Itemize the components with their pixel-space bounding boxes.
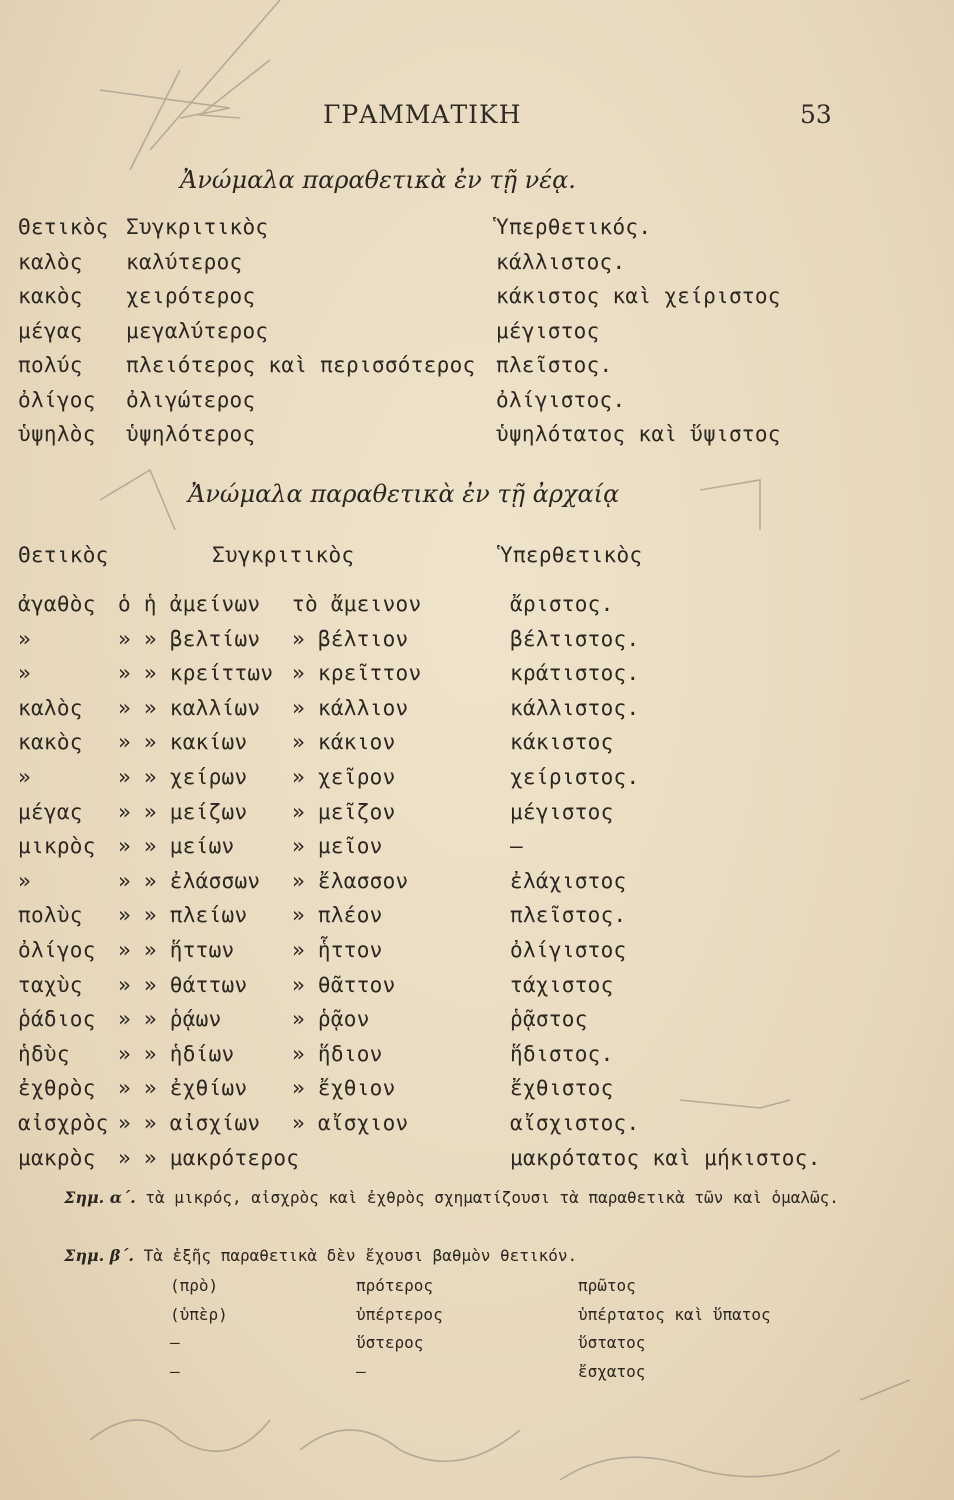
ancient-cell: » κάλλιον: [292, 695, 409, 720]
note-a-label: Σημ. α΄.: [64, 1188, 136, 1207]
note-cell: ὑπέρτερος: [356, 1304, 443, 1324]
modern-cell: Θετικὸς: [18, 215, 109, 239]
modern-cell: μέγιστος: [496, 318, 600, 343]
ancient-cell: χείριστος.: [510, 765, 640, 789]
note-cell: —: [356, 1361, 366, 1381]
ancient-cell: » » κακίων: [118, 730, 248, 755]
ancient-cell: αἰσχρὸς: [18, 1111, 109, 1135]
ancient-row: [0, 831, 954, 861]
ancient-cell: τάχιστος: [510, 972, 614, 997]
ancient-cell: ῥᾷστος: [510, 1007, 588, 1032]
ancient-cell: ἀγαθὸς: [18, 592, 96, 616]
ancient-cell: κακὸς: [18, 730, 83, 755]
note-a-text: τὰ μικρός, αἰσχρὸς καὶ ἐχθρὸς σχηματίζουσι τὰ παραθετικὰ τῶν καὶ ὁμαλῶς.: [135, 1188, 839, 1207]
ancient-cell: ἐλάχιστος: [510, 868, 627, 893]
ancient-cell: » » αἰσχίων: [118, 1111, 261, 1135]
note-b-label: Σημ. β΄.: [64, 1246, 134, 1265]
note-b-text: Τὰ ἑξῆς παραθετικὰ δὲν ἔχουσι βαθμὸν θετικόν.: [134, 1246, 578, 1265]
ancient-cell: τὸ ἄμεινον: [292, 592, 422, 616]
ancient-cell: » πλέον: [292, 903, 383, 928]
note-row: [0, 1272, 954, 1300]
modern-cell: ὀλιγώτερος: [126, 387, 256, 412]
note-cell: ὑπέρτατος καὶ ὕπατος: [578, 1304, 771, 1324]
ancient-col-superlative: Ὑπερθετικὸς: [500, 543, 643, 567]
ancient-row: [0, 1039, 954, 1069]
ancient-cell: » κρεῖττον: [292, 661, 422, 686]
ancient-cell: —: [510, 834, 523, 859]
ancient-cell: » » ἐχθίων: [118, 1076, 248, 1101]
ancient-cell: μέγιστος: [510, 799, 614, 824]
modern-cell: ὀλίγος: [18, 387, 96, 412]
ancient-cell: » ἥδιον: [292, 1041, 383, 1066]
ancient-row: [0, 727, 954, 757]
modern-row: [0, 247, 954, 277]
note-cell: ὕστερος: [356, 1333, 424, 1352]
ancient-cell: » » κρείττων: [118, 661, 274, 686]
ancient-row: [0, 866, 954, 896]
ancient-cell: » » μακρότερος: [118, 1145, 300, 1170]
note-cell: πρῶτος: [578, 1276, 636, 1295]
modern-cell: Ὑπερθετικός.: [496, 215, 652, 239]
ancient-cell: » » χείρων: [118, 765, 248, 789]
page-number: 53: [800, 100, 832, 129]
note-b: [64, 1242, 904, 1270]
ancient-row: [0, 589, 954, 619]
ancient-cell: » » μείζων: [118, 799, 248, 824]
modern-row: [0, 419, 954, 449]
ancient-cell: ἐχθρὸς: [18, 1076, 96, 1101]
ancient-row: [0, 1108, 954, 1138]
ancient-cell: » κάκιον: [292, 730, 396, 755]
ancient-row: [0, 693, 954, 723]
modern-row: [0, 281, 954, 311]
ancient-cell: ἄριστος.: [510, 592, 614, 616]
ancient-cell: » » βελτίων: [118, 626, 261, 651]
ancient-cell: ὀλίγος: [18, 938, 96, 962]
ancient-heading: Ἀνώμαλα παραθετικὰ ἐν τῇ ἀρχαίᾳ: [188, 480, 620, 508]
ancient-cell: μέγας: [18, 799, 83, 824]
note-a: [64, 1184, 904, 1212]
ancient-cell: ὀλίγιστος: [510, 938, 627, 962]
modern-row: [0, 385, 954, 415]
modern-cell: ὑψηλότερος: [126, 422, 256, 446]
note-row: [0, 1329, 954, 1357]
ancient-row: [0, 1073, 954, 1103]
modern-cell: πλεῖστος.: [496, 353, 613, 377]
ancient-cell: καλὸς: [18, 695, 83, 720]
modern-cell: ὑψηλὸς: [18, 422, 96, 446]
ancient-cell: » » πλείων: [118, 903, 248, 928]
modern-cell: Συγκριτικὸς: [126, 215, 269, 239]
ancient-cell: κάκιστος: [510, 730, 614, 755]
note-cell: πρότερος: [356, 1276, 434, 1295]
ancient-cell: »: [18, 626, 31, 651]
ancient-cell: » » καλλίων: [118, 695, 261, 720]
note-cell: (ὑπὲρ): [170, 1304, 228, 1324]
ancient-cell: βέλτιστος.: [510, 626, 640, 651]
modern-cell: κάλλιστος.: [496, 249, 626, 274]
ancient-cell: αἴσχιστος.: [510, 1111, 640, 1135]
ancient-col-comparative: Συγκριτικὸς: [212, 543, 355, 567]
ancient-cell: ῥάδιος: [18, 1007, 96, 1032]
ancient-cell: »: [18, 765, 31, 789]
ancient-cell: μακρότατος καὶ μήκιστος.: [510, 1145, 821, 1170]
ancient-row: [0, 970, 954, 1000]
modern-cell: καλὸς: [18, 249, 83, 274]
ancient-cell: » μεῖζον: [292, 799, 396, 824]
ancient-cell: » μεῖον: [292, 834, 383, 859]
running-title: ΓΡΑΜΜΑΤΙΚΗ: [323, 100, 522, 129]
ancient-row: [0, 1004, 954, 1034]
ancient-cell: »: [18, 661, 31, 686]
ancient-cell: » » ῥᾴων: [118, 1007, 222, 1032]
ancient-cell: » ἧττον: [292, 938, 383, 962]
modern-cell: κάκιστος καὶ χείριστος: [496, 284, 781, 308]
modern-cell: μέγας: [18, 318, 83, 343]
ancient-cell: πολὺς: [18, 903, 83, 928]
ancient-cell: κράτιστος.: [510, 661, 640, 686]
ancient-cell: » ῥᾷον: [292, 1007, 370, 1032]
ancient-cell: » ἔλασσον: [292, 868, 409, 893]
modern-row: [0, 350, 954, 380]
modern-row: [0, 316, 954, 346]
modern-cell: καλύτερος: [126, 249, 243, 274]
ancient-cell: » βέλτιον: [292, 626, 409, 651]
ancient-cell: » » ἥττων: [118, 938, 235, 962]
ancient-cell: μικρὸς: [18, 834, 96, 859]
ancient-cell: » » θάττων: [118, 972, 248, 997]
note-cell: (πρὸ): [170, 1276, 219, 1295]
ancient-cell: ὁ ἡ ἀμείνων: [118, 592, 261, 616]
ancient-cell: »: [18, 868, 31, 893]
ancient-row: [0, 762, 954, 792]
ancient-cell: μακρὸς: [18, 1145, 96, 1170]
modern-cell: πλειότερος καὶ περισσότερος: [126, 353, 476, 377]
ancient-cell: ταχὺς: [18, 972, 83, 997]
ancient-cell: » » ἐλάσσων: [118, 868, 261, 893]
ancient-cell: » θᾶττον: [292, 972, 396, 997]
note-row: [0, 1358, 954, 1386]
ancient-row: [0, 1143, 954, 1173]
modern-row: [0, 212, 954, 242]
note-cell: —: [170, 1361, 180, 1381]
ancient-head-row: [0, 540, 954, 570]
ancient-cell: πλεῖστος.: [510, 903, 627, 928]
note-cell: ὕστατος: [578, 1333, 646, 1352]
ancient-cell: ἡδὺς: [18, 1041, 70, 1066]
note-cell: —: [170, 1333, 180, 1352]
ancient-row: [0, 935, 954, 965]
modern-cell: μεγαλύτερος: [126, 318, 269, 343]
ancient-row: [0, 658, 954, 688]
ancient-cell: » χεῖρον: [292, 765, 396, 789]
modern-cell: ὑψηλότατος καὶ ὕψιστος: [496, 422, 781, 446]
ancient-cell: κάλλιστος.: [510, 695, 640, 720]
ancient-cell: » ἔχθιον: [292, 1076, 396, 1101]
ancient-cell: » » ἡδίων: [118, 1041, 235, 1066]
modern-cell: χειρότερος: [126, 284, 256, 308]
ancient-cell: ἔχθιστος: [510, 1076, 614, 1101]
ancient-col-positive: Θετικὸς: [18, 543, 109, 567]
modern-cell: ὀλίγιστος.: [496, 387, 626, 412]
modern-cell: πολύς: [18, 353, 83, 377]
ancient-row: [0, 900, 954, 930]
ancient-cell: ἥδιστος.: [510, 1041, 614, 1066]
note-cell: ἔσχατος: [578, 1361, 646, 1381]
modern-cell: κακὸς: [18, 284, 83, 308]
note-row: [0, 1301, 954, 1329]
ancient-cell: » αἴσχιον: [292, 1111, 409, 1135]
modern-heading: Ἀνώμαλα παραθετικὰ ἐν τῇ νέᾳ.: [180, 166, 576, 194]
ancient-row: [0, 797, 954, 827]
ancient-cell: » » μείων: [118, 834, 235, 859]
ancient-row: [0, 624, 954, 654]
